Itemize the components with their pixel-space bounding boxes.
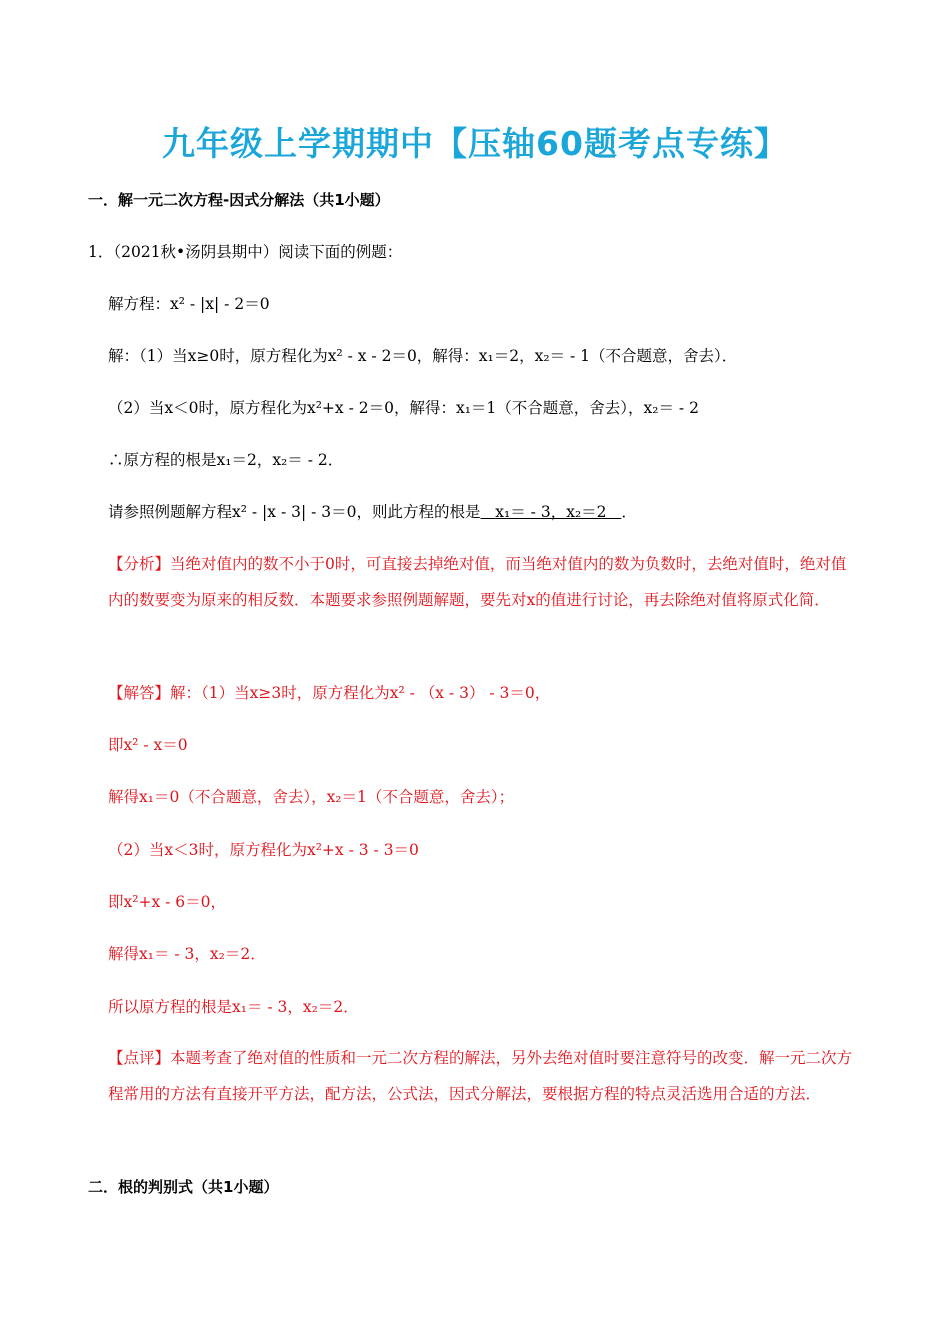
example-equation-body: x² - |x| - 2＝0: [170, 295, 270, 313]
solution-tag: 【解答】: [108, 684, 171, 702]
comment-tag: 【点评】: [108, 1049, 171, 1067]
solution-line-6: 解得x₁＝ - 3，x₂＝2．: [108, 945, 266, 963]
solution-line-3: 解得x₁＝0（不合题意，舍去），x₂＝1（不合题意，舍去）；: [108, 788, 515, 806]
analysis-paragraph: [108, 546, 860, 618]
question-intro: 1．（2021秋•汤阴县期中）阅读下面的例题：: [88, 243, 403, 261]
solution-line-2: 即x² - x＝0: [108, 736, 188, 754]
example-equation-label: 解方程：: [108, 295, 171, 313]
example-equation: [108, 294, 270, 314]
example-solution-2: （2）当x＜0时，原方程化为x²+x - 2＝0，解得：x₁＝1（不合题意，舍去），x₂＝ - 2: [108, 399, 699, 417]
analysis-text: 当绝对值内的数不小于0时，可直接去掉绝对值，而当绝对值内的数为负数时，去绝对值时，绝对值内的数要变为原来的相反数．本题要求参照例题解题，要先对x的值进行讨论，再去除绝对值将原式化简．: [108, 555, 847, 609]
section-heading-1: 一．解一元二次方程-因式分解法（共1小题）: [88, 191, 390, 209]
question-text: 请参照例题解方程x² - |x - 3| - 3＝0，则此方程的根是: [108, 503, 481, 521]
solution-line-5: 即x²+x - 6＝0，: [108, 893, 226, 911]
solution-text-1: 解：（1）当x≥3时，原方程化为x² - （x - 3） - 3＝0，: [170, 684, 551, 702]
page-title: 九年级上学期期中【压轴60题考点专练】: [162, 124, 788, 163]
solution-line-4: （2）当x＜3时，原方程化为x²+x - 3 - 3＝0: [108, 841, 419, 859]
solution-line-7: 所以原方程的根是x₁＝ - 3，x₂＝2．: [108, 998, 359, 1016]
question-line: 请参照例题解方程x² - |x - 3| - 3＝0，则此方程的根是 x₁＝ - 3，x₂＝2 ．: [108, 503, 637, 521]
comment-text: 本题考查了绝对值的性质和一元二次方程的解法，另外去绝对值时要注意符号的改变．解一元二次方程常用的方法有直接开平方法，配方法，公式法，因式分解法，要根据方程的特点灵活选用合适的方法．: [108, 1049, 853, 1103]
answer-blank: [481, 503, 622, 521]
solution-line-1: [108, 683, 550, 703]
example-roots: ∴原方程的根是x₁＝2，x₂＝ - 2．: [108, 451, 344, 469]
section-heading-2: 二．根的判别式（共1小题）: [88, 1178, 279, 1196]
analysis-tag: 【分析】: [108, 555, 171, 573]
example-solution-1: 解：（1）当x≥0时，原方程化为x² - x - 2＝0，解得：x₁＝2，x₂＝ - 1（不合题意，舍去）．: [108, 347, 738, 365]
answer-text: x₁＝ - 3，x₂＝2: [495, 503, 607, 521]
comment-paragraph: [108, 1040, 860, 1112]
